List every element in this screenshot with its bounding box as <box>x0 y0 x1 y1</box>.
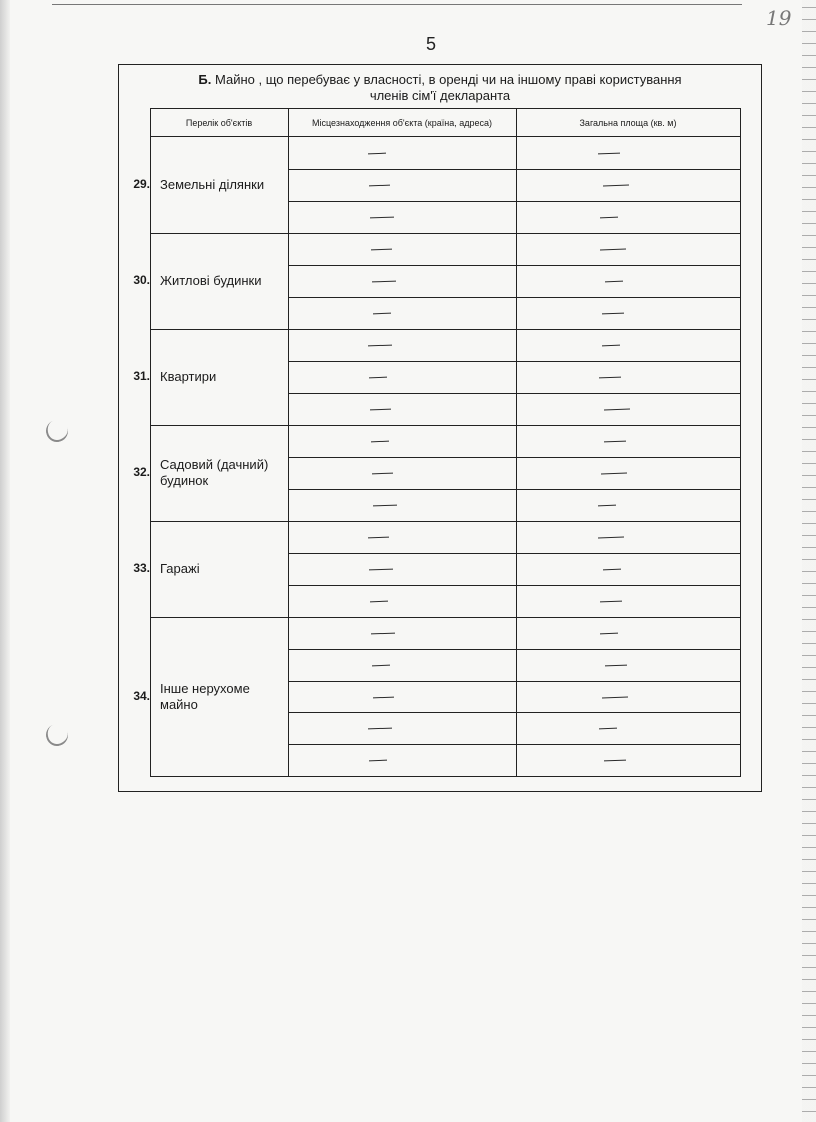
table-vertical-rule <box>516 108 517 776</box>
sub-row-rule <box>288 744 741 745</box>
punch-hole-icon <box>43 721 71 749</box>
row-number: 33. <box>133 561 150 575</box>
punch-hole-icon <box>43 417 71 445</box>
column-header-objects: Перелік об'єктів <box>150 108 288 137</box>
row-group-rule <box>150 233 741 234</box>
top-rule <box>52 4 742 5</box>
sub-row-rule <box>288 489 741 490</box>
sub-row-rule <box>288 585 741 586</box>
sub-row-rule <box>288 553 741 554</box>
table-vertical-rule <box>740 108 741 776</box>
page-number: 5 <box>426 34 437 54</box>
sub-row-rule <box>288 201 741 202</box>
section-title <box>118 72 762 104</box>
sub-row-rule <box>288 712 741 713</box>
table-vertical-rule <box>288 108 289 776</box>
row-group-rule <box>150 425 741 426</box>
table-bottom-rule <box>150 776 741 777</box>
row-number: 29. <box>133 177 150 191</box>
row-label: Житлові будинки <box>160 273 262 288</box>
row-number: 31. <box>133 369 150 383</box>
row-group-rule <box>150 521 741 522</box>
row-label: Гаражі <box>160 561 200 576</box>
sub-row-rule <box>288 361 741 362</box>
sub-row-rule <box>288 265 741 266</box>
column-header-location: Місцезнаходження об'єкта (країна, адреса) <box>288 108 516 137</box>
row-group-rule <box>150 329 741 330</box>
row-number: 30. <box>133 273 150 287</box>
row-label: Садовий (дачний) будинок <box>160 457 269 488</box>
row-group-rule <box>150 617 741 618</box>
sub-row-rule <box>288 169 741 170</box>
column-header-area: Загальна площа (кв. м) <box>516 108 740 137</box>
row-number: 34. <box>133 689 150 703</box>
section-title-line1: Майно , що перебуває у власності, в оренді чи на іншому праві користування <box>211 72 682 87</box>
scan-right-edge <box>802 0 816 1122</box>
row-label: Квартири <box>160 369 217 384</box>
sub-row-rule <box>288 297 741 298</box>
sub-row-rule <box>288 681 741 682</box>
section-title-line2: членів сім'ї декларанта <box>369 88 511 103</box>
scan-left-edge <box>0 0 10 1122</box>
row-label: Земельні ділянки <box>160 177 265 192</box>
sub-row-rule <box>288 649 741 650</box>
sub-row-rule <box>288 457 741 458</box>
sub-row-rule <box>288 393 741 394</box>
row-label: Інше нерухоме майно <box>160 681 250 712</box>
table-vertical-rule <box>150 108 151 776</box>
section-letter: Б. <box>198 72 212 87</box>
handwritten-page-mark: 19 <box>766 6 792 30</box>
row-number: 32. <box>133 465 150 479</box>
